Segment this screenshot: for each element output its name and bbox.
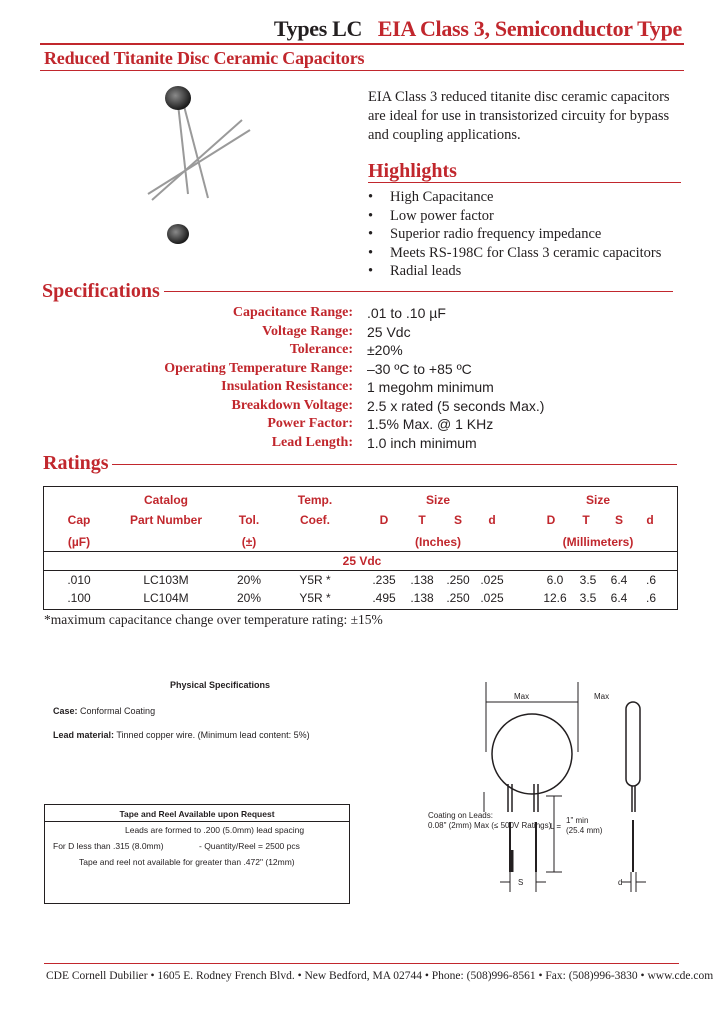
col-header: (Millimeters) [562, 535, 634, 549]
list-item: • Meets RS-198C for Class 3 ceramic capacitors [368, 244, 662, 261]
col-header: D [379, 513, 389, 527]
table-cell: .025 [480, 573, 504, 587]
table-cell: .495 [372, 591, 396, 605]
col-header: d [646, 513, 654, 527]
coating-label: 0.08" (2mm) Max (≤ 500V Ratings) [428, 821, 552, 830]
list-item: • High Capacitance [368, 189, 494, 205]
table-cell: Y5R * [299, 573, 331, 587]
diameter-symbol: d [618, 878, 623, 887]
table-cell: 6.4 [610, 591, 628, 605]
spec-row: Tolerance: ±20% [289, 342, 403, 358]
tape-line: For D less than .315 (8.0mm) [53, 841, 164, 851]
table-divider [44, 570, 677, 571]
col-header: Size [425, 493, 451, 507]
table-cell: .010 [67, 573, 91, 587]
spacing-symbol: S [518, 878, 524, 887]
spec-row: Capacitance Range: .01 to .10 µF [232, 305, 446, 321]
table-cell: 3.5 [579, 573, 597, 587]
highlights-list [368, 188, 661, 281]
spec-row: Lead Length: 1.0 inch minimum [271, 434, 477, 451]
col-header: T [418, 513, 426, 527]
title-class: EIA Class 3, Semiconductor Type [377, 16, 682, 41]
coating-label: Coating on Leads: [428, 811, 493, 820]
spec-row: Breakdown Voltage: 2.5 x rated (5 seconds Max.) [231, 397, 545, 414]
bullet: • [368, 207, 374, 224]
table-cell: 6.4 [610, 573, 628, 587]
list-item: • Low power factor [368, 207, 494, 224]
specifications-list [40, 304, 680, 452]
table-cell: LC103M [143, 573, 189, 587]
table-cell: Y5R * [299, 591, 331, 605]
col-header: Part Number [129, 513, 203, 527]
lead-length-label: (25.4 mm) [566, 826, 603, 835]
max-label: Max [594, 692, 610, 701]
table-cell: .250 [446, 591, 470, 605]
title-types: Types LC [273, 16, 363, 41]
lead-length-symbol: L = [550, 822, 562, 831]
footer-rule [44, 963, 679, 964]
highlights-rule [368, 182, 681, 183]
subtitle-rule [40, 70, 684, 71]
specifications-rule [164, 291, 673, 292]
bullet: • [368, 263, 374, 279]
highlights-heading: Highlights [368, 160, 457, 182]
col-header: T [582, 513, 590, 527]
lead-spec: Lead material: Tinned copper wire. (Minimum lead content: 5%) [53, 730, 310, 740]
capacitor-side-outline [626, 702, 640, 786]
physical-heading: Physical Specifications [170, 680, 271, 690]
col-header: Temp. [297, 493, 333, 507]
specifications-heading: Specifications [42, 280, 160, 302]
header-rule [40, 43, 684, 45]
list-item: • Radial leads [368, 263, 462, 279]
lead-length-label: 1" min [566, 816, 589, 825]
capacitor-body-outline [492, 714, 572, 794]
capacitor-disc [165, 86, 191, 110]
bullet: • [368, 189, 374, 205]
spec-row: Power Factor: 1.5% Max. @ 1 KHz [267, 416, 494, 432]
table-cell: LC104M [143, 591, 189, 605]
col-header: Cap [67, 513, 91, 527]
table-cell: .235 [372, 573, 396, 587]
lead-wire [152, 120, 242, 200]
ratings-heading: Ratings [43, 452, 109, 474]
capacitor-disc [167, 224, 189, 244]
table-cell: 3.5 [579, 591, 597, 605]
col-header: (±) [241, 535, 257, 549]
ratings-footnote: *maximum capacitance change over temperature rating: ±15% [44, 612, 383, 627]
table-cell: 20% [236, 591, 262, 605]
table-cell: 20% [236, 573, 262, 587]
table-cell: 12.6 [543, 591, 567, 605]
voltage-group: 25 Vdc [342, 554, 382, 568]
spec-row: Insulation Resistance: 1 megohm minimum [221, 379, 494, 395]
page-subtitle: Reduced Titanite Disc Ceramic Capacitors [44, 48, 365, 68]
lead-wire [148, 130, 250, 194]
table-cell: 6.0 [546, 573, 564, 587]
col-header: S [614, 513, 624, 527]
table-divider [44, 551, 677, 552]
dimension-diagram [456, 672, 686, 900]
table-cell: .025 [480, 591, 504, 605]
ratings-rule [112, 464, 677, 465]
bullet: • [368, 226, 374, 242]
case-spec: Case: Conformal Coating [53, 706, 156, 716]
tape-line: Leads are formed to .200 (5.0mm) lead spacing [125, 825, 305, 835]
max-label: Max [514, 692, 530, 701]
page-title [274, 16, 682, 42]
tape-heading: Tape and Reel Available upon Request [119, 809, 275, 819]
table-cell: .138 [410, 591, 434, 605]
spec-row: Operating Temperature Range: –30 ºC to +85 ºC [164, 360, 472, 377]
tape-line: Tape and reel not available for greater than .472" (12mm) [79, 857, 295, 867]
col-header: Size [585, 493, 611, 507]
tape-divider [45, 821, 349, 822]
col-header: Catalog [143, 493, 189, 507]
col-header: (Inches) [414, 535, 462, 549]
col-header: Tol. [238, 513, 260, 527]
spec-row: Voltage Range: 25 Vdc [262, 323, 411, 340]
ratings-table [43, 486, 678, 610]
col-header: D [546, 513, 556, 527]
tape-line: - Quantity/Reel = 2500 pcs [199, 841, 300, 851]
bullet: • [368, 244, 374, 261]
table-cell: .100 [67, 591, 91, 605]
col-header: (µF) [67, 535, 91, 549]
footer-contact: CDE Cornell Dubilier • 1605 E. Rodney French Blvd. • New Bedford, MA 02744 • Phone: (508)996-8561 • Fax: (508)996-3830 • www.cde.com [46, 970, 714, 982]
table-cell: .250 [446, 573, 470, 587]
intro-text: EIA Class 3 reduced titanite disc ceramic capacitors are ideal for use in transistorized circuity for bypass and coupling applications. [368, 89, 670, 143]
col-header: d [488, 513, 496, 527]
tape-reel-box [44, 804, 350, 904]
table-cell: .6 [645, 573, 657, 587]
capacitor-photo [130, 82, 260, 282]
table-cell: .138 [410, 573, 434, 587]
table-cell: .6 [645, 591, 657, 605]
col-header: Coef. [300, 513, 330, 527]
col-header: S [453, 513, 463, 527]
list-item: • Superior radio frequency impedance [368, 226, 602, 242]
